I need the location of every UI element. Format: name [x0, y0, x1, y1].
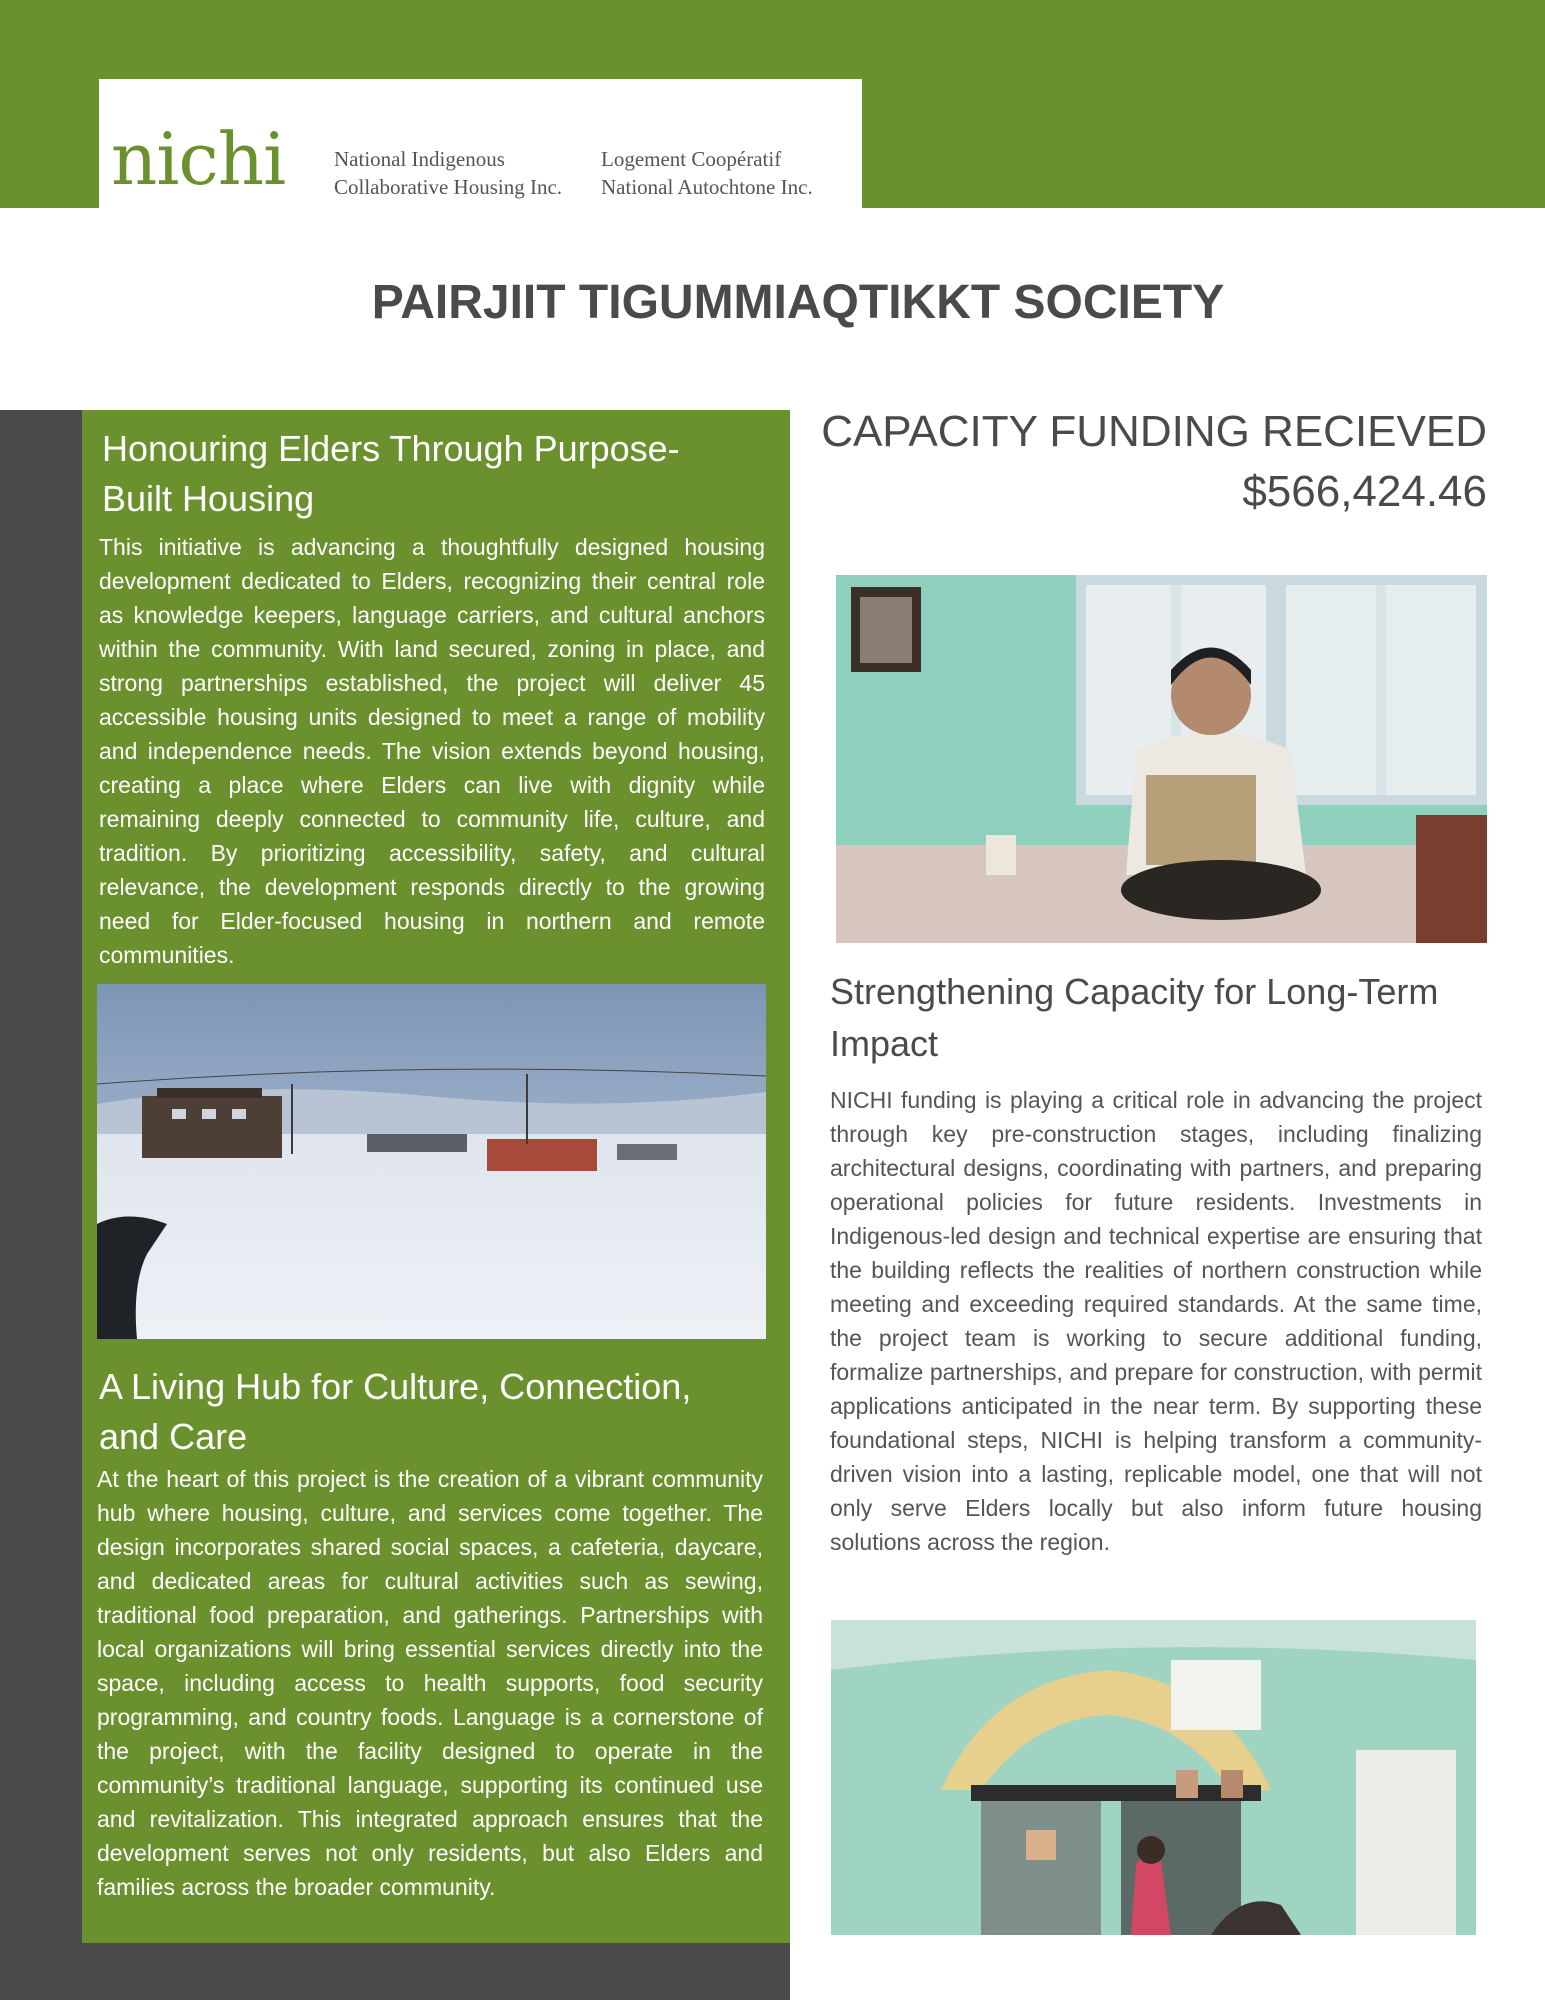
funding-label: CAPACITY FUNDING RECIEVED: [821, 407, 1487, 456]
community-hall-photo: [831, 1620, 1476, 1935]
section3-body: NICHI funding is playing a critical role in advancing the project through key pre-construction stages, including finalizing architectural designs, coordinating with partners, and preparing operational policies for future residents. Investments in Indigenous-led design and technical expertise are ensuring that the building reflects the realities of northern construction while meeting and exceeding required standards. At the same time, the project team is working to secure additional funding, formalize partnerships, and prepare for construction, with permit applications anticipated in the near term. By supporting these foundational steps, NICHI is helping transform a community-driven vision into a lasting, replicable model, one that will not only serve Elders locally but also inform future housing solutions across the region.: [830, 1087, 1482, 1555]
snowy-landscape-photo: [97, 984, 766, 1339]
org-name-en-line1: National Indigenous: [334, 147, 505, 171]
section1-heading: Honouring Elders Through Purpose-Built Housing: [102, 428, 680, 519]
org-name-en-line2: Collaborative Housing Inc.: [334, 175, 563, 199]
logo-wordmark: nichi: [111, 117, 286, 201]
org-name-fr-line2: National Autochtone Inc.: [601, 175, 813, 199]
section3-heading: Strengthening Capacity for Long-Term Impact: [830, 971, 1439, 1064]
section2-heading: A Living Hub for Culture, Connection, and Care: [99, 1366, 692, 1457]
elder-portrait-photo: [836, 575, 1487, 943]
page-title: PAIRJIIT TIGUMMIAQTIKKT SOCIETY: [371, 276, 1225, 329]
nichi-logo: [99, 79, 862, 208]
funding-amount: $566,424.46: [1242, 467, 1487, 516]
org-name-fr-line1: Logement Coopératif: [601, 147, 782, 171]
section1-body: This initiative is advancing a thoughtfully designed housing development dedicated to Elders, recognizing their central role as knowledge keepers, language carriers, and cultural anchors within the community. With land secured, zoning in place, and strong partnerships established, the project will deliver 45 accessible housing units designed to meet a range of mobility and independence needs. The vision extends beyond housing, creating a place where Elders can live with dignity while remaining deeply connected to community life, culture, and tradition. By prioritizing accessibility, safety, and cultural relevance, the development responds directly to the growing need for Elder-focused housing in northern and remote communities.: [99, 534, 765, 968]
section2-body: At the heart of this project is the creation of a vibrant community hub where housing, culture, and services come together. The design incorporates shared social spaces, a cafeteria, daycare, and dedicated areas for cultural activities such as sewing, traditional food preparation, and gatherings. Partnerships with local organizations will bring essential services directly into the space, including access to health supports, food security programming, and country foods. Language is a cornerstone of the project, with the facility designed to operate in the community’s traditional language, supporting its continued use and revitalization. This integrated approach ensures that the development serves not only residents, but also Elders and families across the broader community.: [97, 1466, 763, 1900]
